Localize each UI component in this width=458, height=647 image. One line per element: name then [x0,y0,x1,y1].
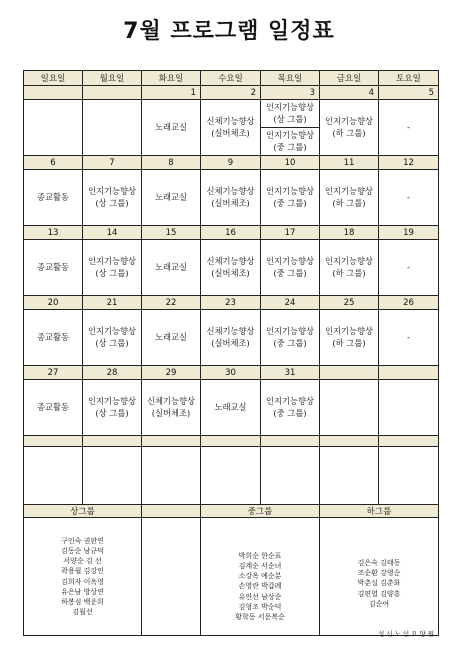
schedule-activity: 종교활동 [24,310,83,366]
schedule-row [24,170,439,226]
schedule-activity: 노래교실 [142,310,201,366]
empty-row [24,447,439,505]
group-label-high: 상그룹 [24,505,142,518]
schedule-activity: 신체기능향상 (실버체조) [201,310,261,366]
schedule-activity: 인지기능향상 (중 그룹) [261,170,320,226]
page-title: 7월 프로그램 일정표 [123,19,335,44]
calendar-body [24,86,439,436]
schedule-activity: 종교활동 [24,170,83,226]
schedule-activity: 인지기능향상 (상 그룹) [83,170,142,226]
date-number [24,86,83,100]
date-number: 31 [261,366,320,380]
date-number: 9 [201,156,261,170]
schedule-activity: 노래교실 [142,240,201,296]
schedule-cell-split [261,100,320,156]
schedule-activity: 신체기능향상 (실버체조) [142,380,201,436]
date-number: 15 [142,226,201,240]
date-number: 2 [201,86,261,100]
date-number: 25 [320,296,379,310]
date-number: 7 [83,156,142,170]
schedule-activity: 신체기능향상 (실버체조) [201,100,261,156]
date-number: 13 [24,226,83,240]
weekday-header: 수요일 [201,71,261,86]
schedule-activity: 신체기능향상 (실버체조) [201,240,261,296]
date-number: 8 [142,156,201,170]
schedule-activity [320,380,379,436]
weekday-header: 목요일 [261,71,320,86]
schedule-activity [83,100,142,156]
schedule-activity: 인지기능향상 (하 그룹) [320,240,379,296]
date-number: 14 [83,226,142,240]
schedule-activity: 신체기능향상 (실버체조) [201,170,261,226]
date-number [83,86,142,100]
schedule-activity: 종교활동 [24,380,83,436]
date-number: 18 [320,226,379,240]
date-number: 4 [320,86,379,100]
schedule-activity: 인지기능향상 (중 그룹) [261,240,320,296]
group-names-row [24,518,439,636]
date-number: 1 [142,86,201,100]
schedule-activity: 인지기능향상 (하 그룹) [320,100,379,156]
schedule-activity: 인지기능향상 (중 그룹) [261,310,320,366]
date-number-row [24,296,439,310]
date-number: 6 [24,156,83,170]
schedule-activity [24,100,83,156]
footer-organization: 성신노인요양원 [378,630,436,638]
date-number: 28 [83,366,142,380]
schedule-table [23,70,439,636]
group-label-low: 하그룹 [320,505,439,518]
date-number: 21 [83,296,142,310]
schedule-row [24,100,439,156]
date-number [320,366,379,380]
date-number: 20 [24,296,83,310]
date-number: 19 [379,226,439,240]
schedule-activity: - [379,310,439,366]
date-number-row [24,366,439,380]
schedule-activity: 인지기능향상 (하 그룹) [320,310,379,366]
date-number: 23 [201,296,261,310]
schedule-activity: 인지기능향상 (중 그룹) [265,130,315,152]
date-number: 22 [142,296,201,310]
date-number: 5 [379,86,439,100]
date-number [379,366,439,380]
date-number: 24 [261,296,320,310]
schedule-row [24,380,439,436]
schedule-row [24,310,439,366]
date-number: 30 [201,366,261,380]
schedule-activity [379,380,439,436]
weekday-header: 금요일 [320,71,379,86]
schedule-activity: 인지기능향상 (상 그룹) [83,380,142,436]
weekday-header: 월요일 [83,71,142,86]
group-names-high: 구인숙 권판연 김동순 남규덕 서양순 김 선 곽용월 김강인 김희자 이옥영 유은남 방상연 하봉심 백운희 김월선 [24,518,142,636]
group-label-mid: 중그룹 [201,505,320,518]
weekday-header-row [24,71,439,86]
date-number: 12 [379,156,439,170]
date-number: 29 [142,366,201,380]
schedule-activity: 인지기능향상 (상 그룹) [261,100,319,128]
weekday-header: 화요일 [142,71,201,86]
schedule-activity: 인지기능향상 (중 그룹) [261,380,320,436]
date-number: 16 [201,226,261,240]
date-number: 27 [24,366,83,380]
date-number-row [24,226,439,240]
schedule-activity: 종교활동 [24,240,83,296]
weekday-header: 일요일 [24,71,83,86]
schedule-activity: - [379,100,439,156]
date-number-row [24,156,439,170]
schedule-activity: 인지기능향상 (하 그룹) [320,170,379,226]
schedule-row [24,240,439,296]
schedule-activity: 인지기능향상 (상 그룹) [83,240,142,296]
date-number: 10 [261,156,320,170]
schedule-activity: 인지기능향상 (상 그룹) [83,310,142,366]
date-number-row [24,86,439,100]
group-names-low: 김은숙 김태동 조순환 강영순 박춘실 김춘화 김편엽 김양흥 김순여 [320,518,439,636]
schedule-activity: 노래교실 [201,380,261,436]
date-number: 17 [261,226,320,240]
schedule-activity: 노래교실 [142,170,201,226]
schedule-activity: 노래교실 [142,100,201,156]
date-number: 11 [320,156,379,170]
date-number: 3 [261,86,320,100]
schedule-activity: - [379,170,439,226]
spacer-row [24,436,439,447]
schedule-activity: - [379,240,439,296]
weekday-header: 토요일 [379,71,439,86]
group-names-mid: 박희순 한순표 김계순 서순녀 소강옥 예순분 손영란 박갑례 유연선 남상순 김형조 박순덕 황학동 서문복순 [201,518,320,636]
date-number: 26 [379,296,439,310]
group-header-row [24,505,439,518]
